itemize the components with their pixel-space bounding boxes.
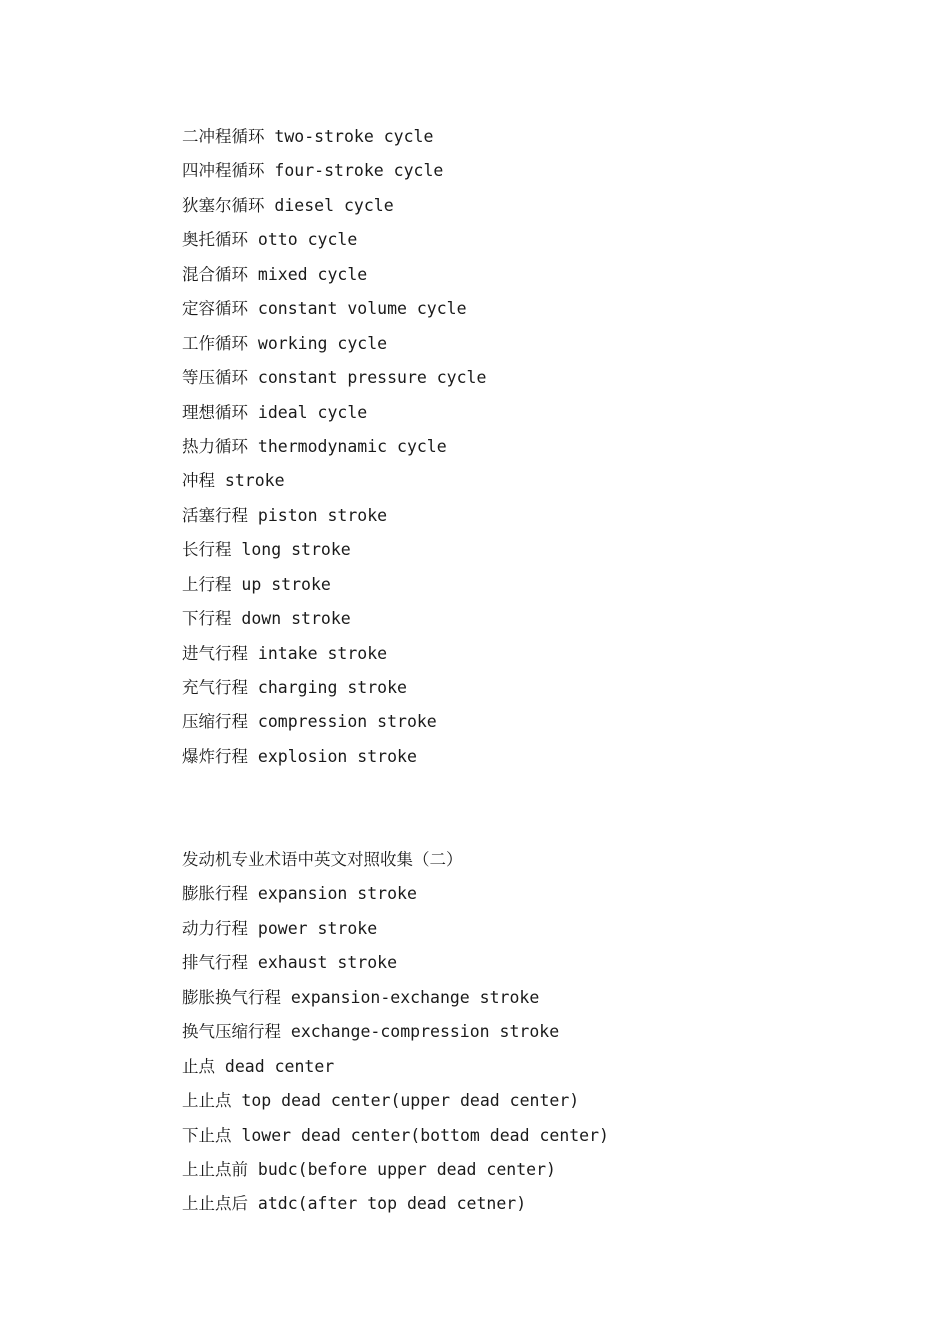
glossary-section-1 [182,120,882,774]
glossary-entry: 理想循环 ideal cycle [182,402,368,422]
glossary-entry: 二冲程循环 two-stroke cycle [182,127,434,146]
glossary-section-2 [182,843,882,1222]
glossary-entry: 爆炸行程 explosion stroke [182,746,417,766]
glossary-entry: 换气压缩行程 exchange-compression stroke [182,1022,560,1042]
glossary-entry: 上止点后 atdc(after top dead cetner) [182,1194,527,1214]
glossary-entry: 工作循环 working cycle [182,333,388,353]
glossary-entry: 止点 dead center [182,1056,335,1076]
glossary-entry: 下止点 lower dead center(bottom dead center) [182,1125,609,1145]
glossary-entry: 上止点前 budc(before upper dead center) [182,1159,556,1179]
section-heading: 发动机专业术语中英文对照收集（二） [182,850,463,869]
glossary-entry: 狄塞尔循环 diesel cycle [182,195,394,215]
glossary-entry: 膨胀行程 expansion stroke [182,884,417,904]
glossary-entry: 下行程 down stroke [182,609,351,629]
glossary-entry: 膨胀换气行程 expansion-exchange stroke [182,987,540,1007]
glossary-entry: 活塞行程 piston stroke [182,505,388,525]
glossary-entry: 上行程 up stroke [182,574,331,594]
glossary-entry: 充气行程 charging stroke [182,678,407,697]
glossary-entry: 压缩行程 compression stroke [182,712,437,732]
glossary-entry: 混合循环 mixed cycle [182,264,368,284]
glossary-entry: 奥托循环 otto cycle [182,230,358,250]
glossary-entry: 排气行程 exhaust stroke [182,953,398,973]
glossary-entry: 等压循环 constant pressure cycle [182,368,487,388]
glossary-entry: 长行程 long stroke [182,540,351,560]
glossary-entry: 四冲程循环 four-stroke cycle [182,161,444,181]
glossary-entry: 定容循环 constant volume cycle [182,299,467,319]
glossary-entry: 进气行程 intake stroke [182,643,388,663]
glossary-entry: 上止点 top dead center(upper dead center) [182,1091,580,1111]
glossary-entry: 热力循环 thermodynamic cycle [182,436,447,456]
glossary-entry: 动力行程 power stroke [182,918,378,938]
glossary-entry: 冲程 stroke [182,471,285,491]
